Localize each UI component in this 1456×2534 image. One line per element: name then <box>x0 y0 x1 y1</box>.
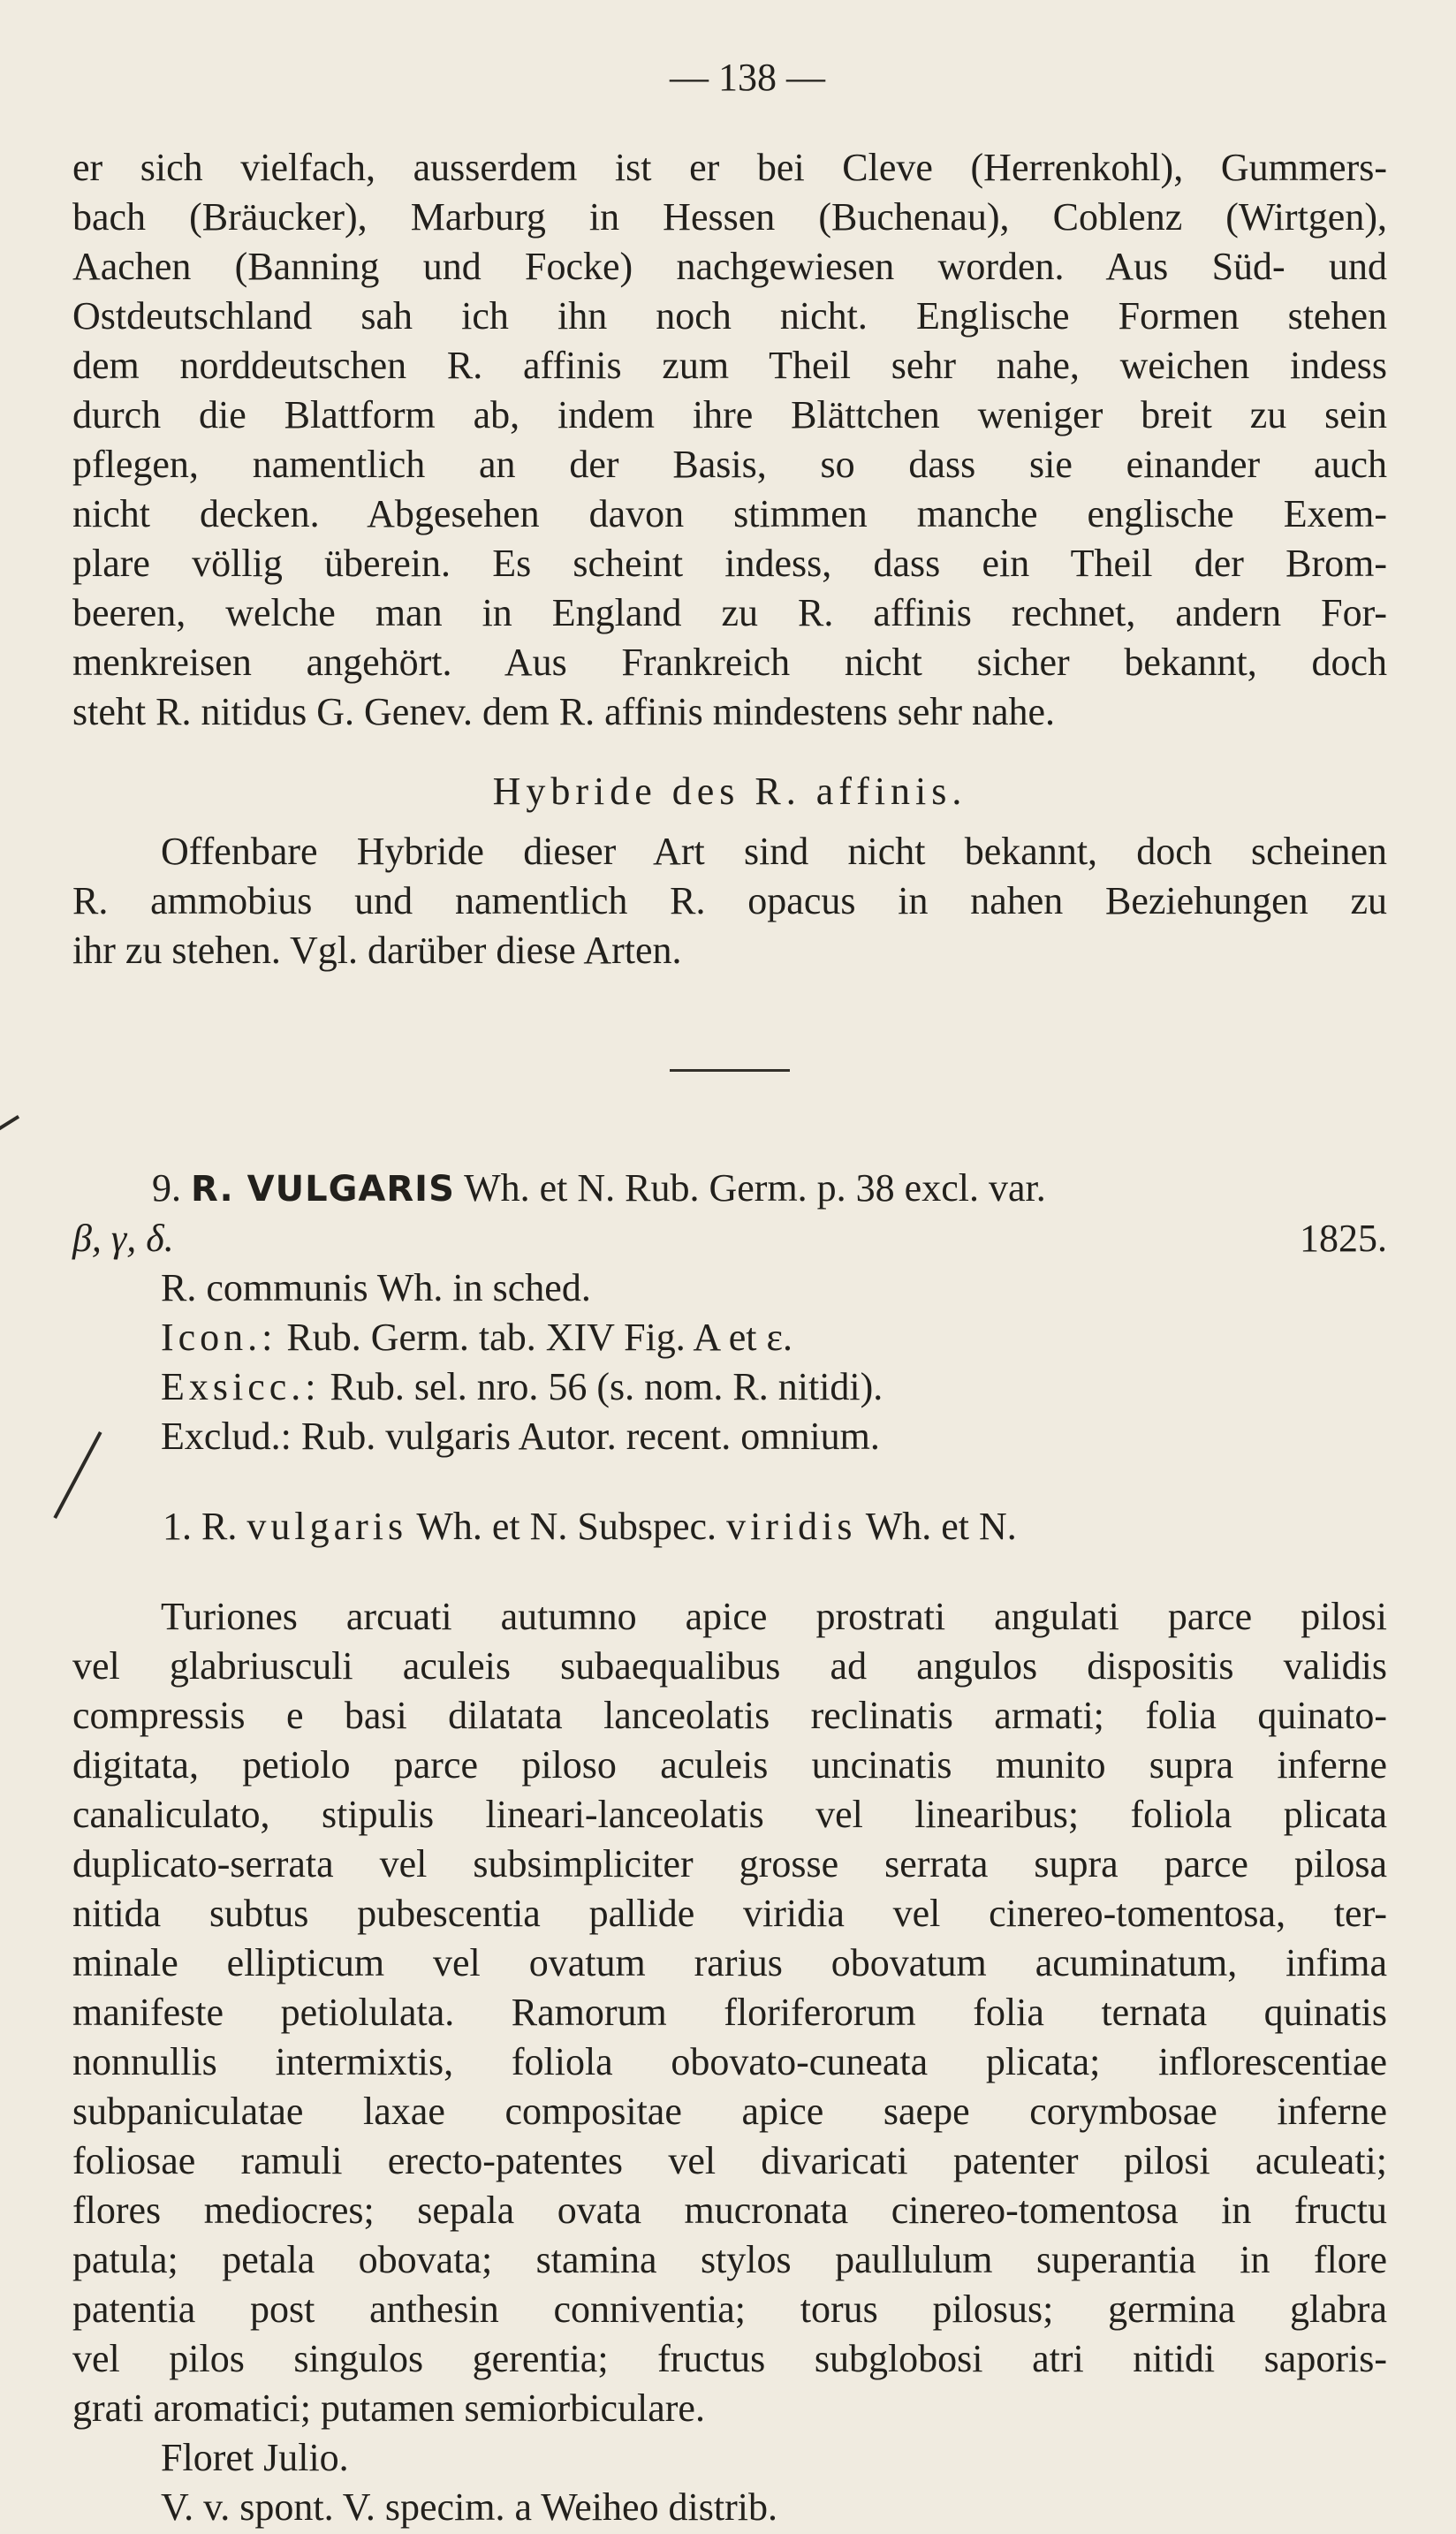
species-icon-ref: Icon.: Rub. Germ. tab. XIV Fig. A et ε. <box>161 1316 792 1359</box>
paragraph-hybrids <box>72 827 1387 975</box>
species-varieties: β, γ, δ. <box>72 1217 174 1260</box>
species-excluded: Exclud.: Rub. vulgaris Autor. recent. omnium. <box>161 1415 880 1458</box>
page-number: — 138 — <box>670 56 825 99</box>
text-line: vel pilos singulos gerentia; fructus subglobosi atri nitidi saporis- <box>72 2337 1387 2380</box>
pencil-mark <box>0 1115 19 1144</box>
species-heading-cont <box>72 1214 1387 1263</box>
text-line: patentia post anthesin conniventia; torus pilosus; germina glabra <box>72 2287 1387 2331</box>
flowering-time: Floret Julio. <box>161 2436 349 2479</box>
text-line: flores mediocres; sepala ovata mucronata cinereo-tomentosa in fructu <box>72 2189 1387 2232</box>
paragraph-distribution <box>72 143 1387 737</box>
text-line: nicht decken. Abgesehen davon stimmen manche englische Exem- <box>72 492 1387 535</box>
text-line: manifeste petiolulata. Ramorum floriferorum folia ternata quinatis <box>72 1991 1387 2034</box>
species-synonym: R. communis Wh. in sched. <box>161 1266 591 1309</box>
specimen-note: V. v. spont. V. specim. a Weiheo distrib. <box>161 2485 778 2529</box>
latin-description <box>72 1592 1387 2433</box>
text-line: Offenbare Hybride dieser Art sind nicht bekannt, doch scheinen <box>161 830 1387 873</box>
species-exsiccata: Exsicc.: Rub. sel. nro. 56 (s. nom. R. nitidi). <box>161 1365 883 1408</box>
text-line: pflegen, namentlich an der Basis, so dass sie einander auch <box>72 443 1387 486</box>
text-line: patula; petala obovata; stamina stylos paullulum superantia in flore <box>72 2238 1387 2281</box>
text-line: duplicato-serrata vel subsimpliciter grosse serrata supra parce pilosa <box>72 1842 1387 1885</box>
text-line: vel glabriusculi aculeis subaequalibus ad angulos dispositis validis <box>72 1644 1387 1688</box>
text-line: dem norddeutschen R. affinis zum Theil sehr nahe, weichen indess <box>72 344 1387 387</box>
text-line: foliosae ramuli erecto-patentes vel divaricati patenter pilosi aculeati; <box>72 2139 1387 2182</box>
species-name: R. VULGARIS <box>191 1169 455 1210</box>
text-line: nitida subtus pubescentia pallide viridia vel cinereo-tomentosa, ter- <box>72 1892 1387 1935</box>
text-line: bach (Bräucker), Marburg in Hessen (Buchenau), Coblenz (Wirtgen), <box>72 195 1387 239</box>
subspecies-heading: 1. R. vulgaris Wh. et N. Subspec. viridis Wh. et N. <box>163 1505 1017 1548</box>
text-line: R. ammobius und namentlich R. opacus in nahen Beziehungen zu <box>72 879 1387 922</box>
text-line: ihr zu stehen. Vgl. darüber diese Arten. <box>72 929 682 972</box>
text-line: durch die Blattform ab, indem ihre Blättchen weniger breit zu sein <box>72 393 1387 436</box>
text-line: Ostdeutschland sah ich ihn noch nicht. Englische Formen stehen <box>72 294 1387 338</box>
text-line: menkreisen angehört. Aus Frankreich nicht sicher bekannt, doch <box>72 641 1387 684</box>
text-line: er sich vielfach, ausserdem ist er bei Cleve (Herrenkohl), Gummers- <box>72 146 1387 189</box>
species-year: 1825. <box>1300 1217 1387 1260</box>
species-number: 9. <box>152 1166 181 1210</box>
species-heading <box>72 1164 1387 1214</box>
text-line: nonnullis intermixtis, foliola obovato-cuneata plicata; inflorescentiae <box>72 2040 1387 2083</box>
hybrid-heading: Hybride des R. affinis. <box>492 770 967 813</box>
text-line: canaliculato, stipulis lineari-lanceolatis vel linearibus; foliola plicata <box>72 1793 1387 1836</box>
text-line: digitata, petiolo parce piloso aculeis uncinatis munito supra inferne <box>72 1743 1387 1787</box>
text-line: subpaniculatae laxae compositae apice saepe corymbosae inferne <box>72 2090 1387 2133</box>
text-line: steht R. nitidus G. Genev. dem R. affinis mindestens sehr nahe. <box>72 690 1056 733</box>
text-line: Aachen (Banning und Focke) nachgewiesen worden. Aus Süd- und <box>72 245 1387 288</box>
text-line: minale ellipticum vel ovatum rarius obovatum acuminatum, infima <box>72 1941 1387 1984</box>
text-line: plare völlig überein. Es scheint indess, dass ein Theil der Brom- <box>72 542 1387 585</box>
text-line: Turiones arcuati autumno apice prostrati angulati parce pilosi <box>161 1595 1387 1638</box>
text-line: grati aromatici; putamen semiorbiculare. <box>72 2386 705 2430</box>
species-citation: Wh. et N. Rub. Germ. p. 38 excl. var. <box>464 1166 1046 1210</box>
text-line: compressis e basi dilatata lanceolatis reclinatis armati; folia quinato- <box>72 1694 1387 1737</box>
section-divider <box>670 1069 790 1072</box>
text-line: beeren, welche man in England zu R. affinis rechnet, andern For- <box>72 591 1387 634</box>
